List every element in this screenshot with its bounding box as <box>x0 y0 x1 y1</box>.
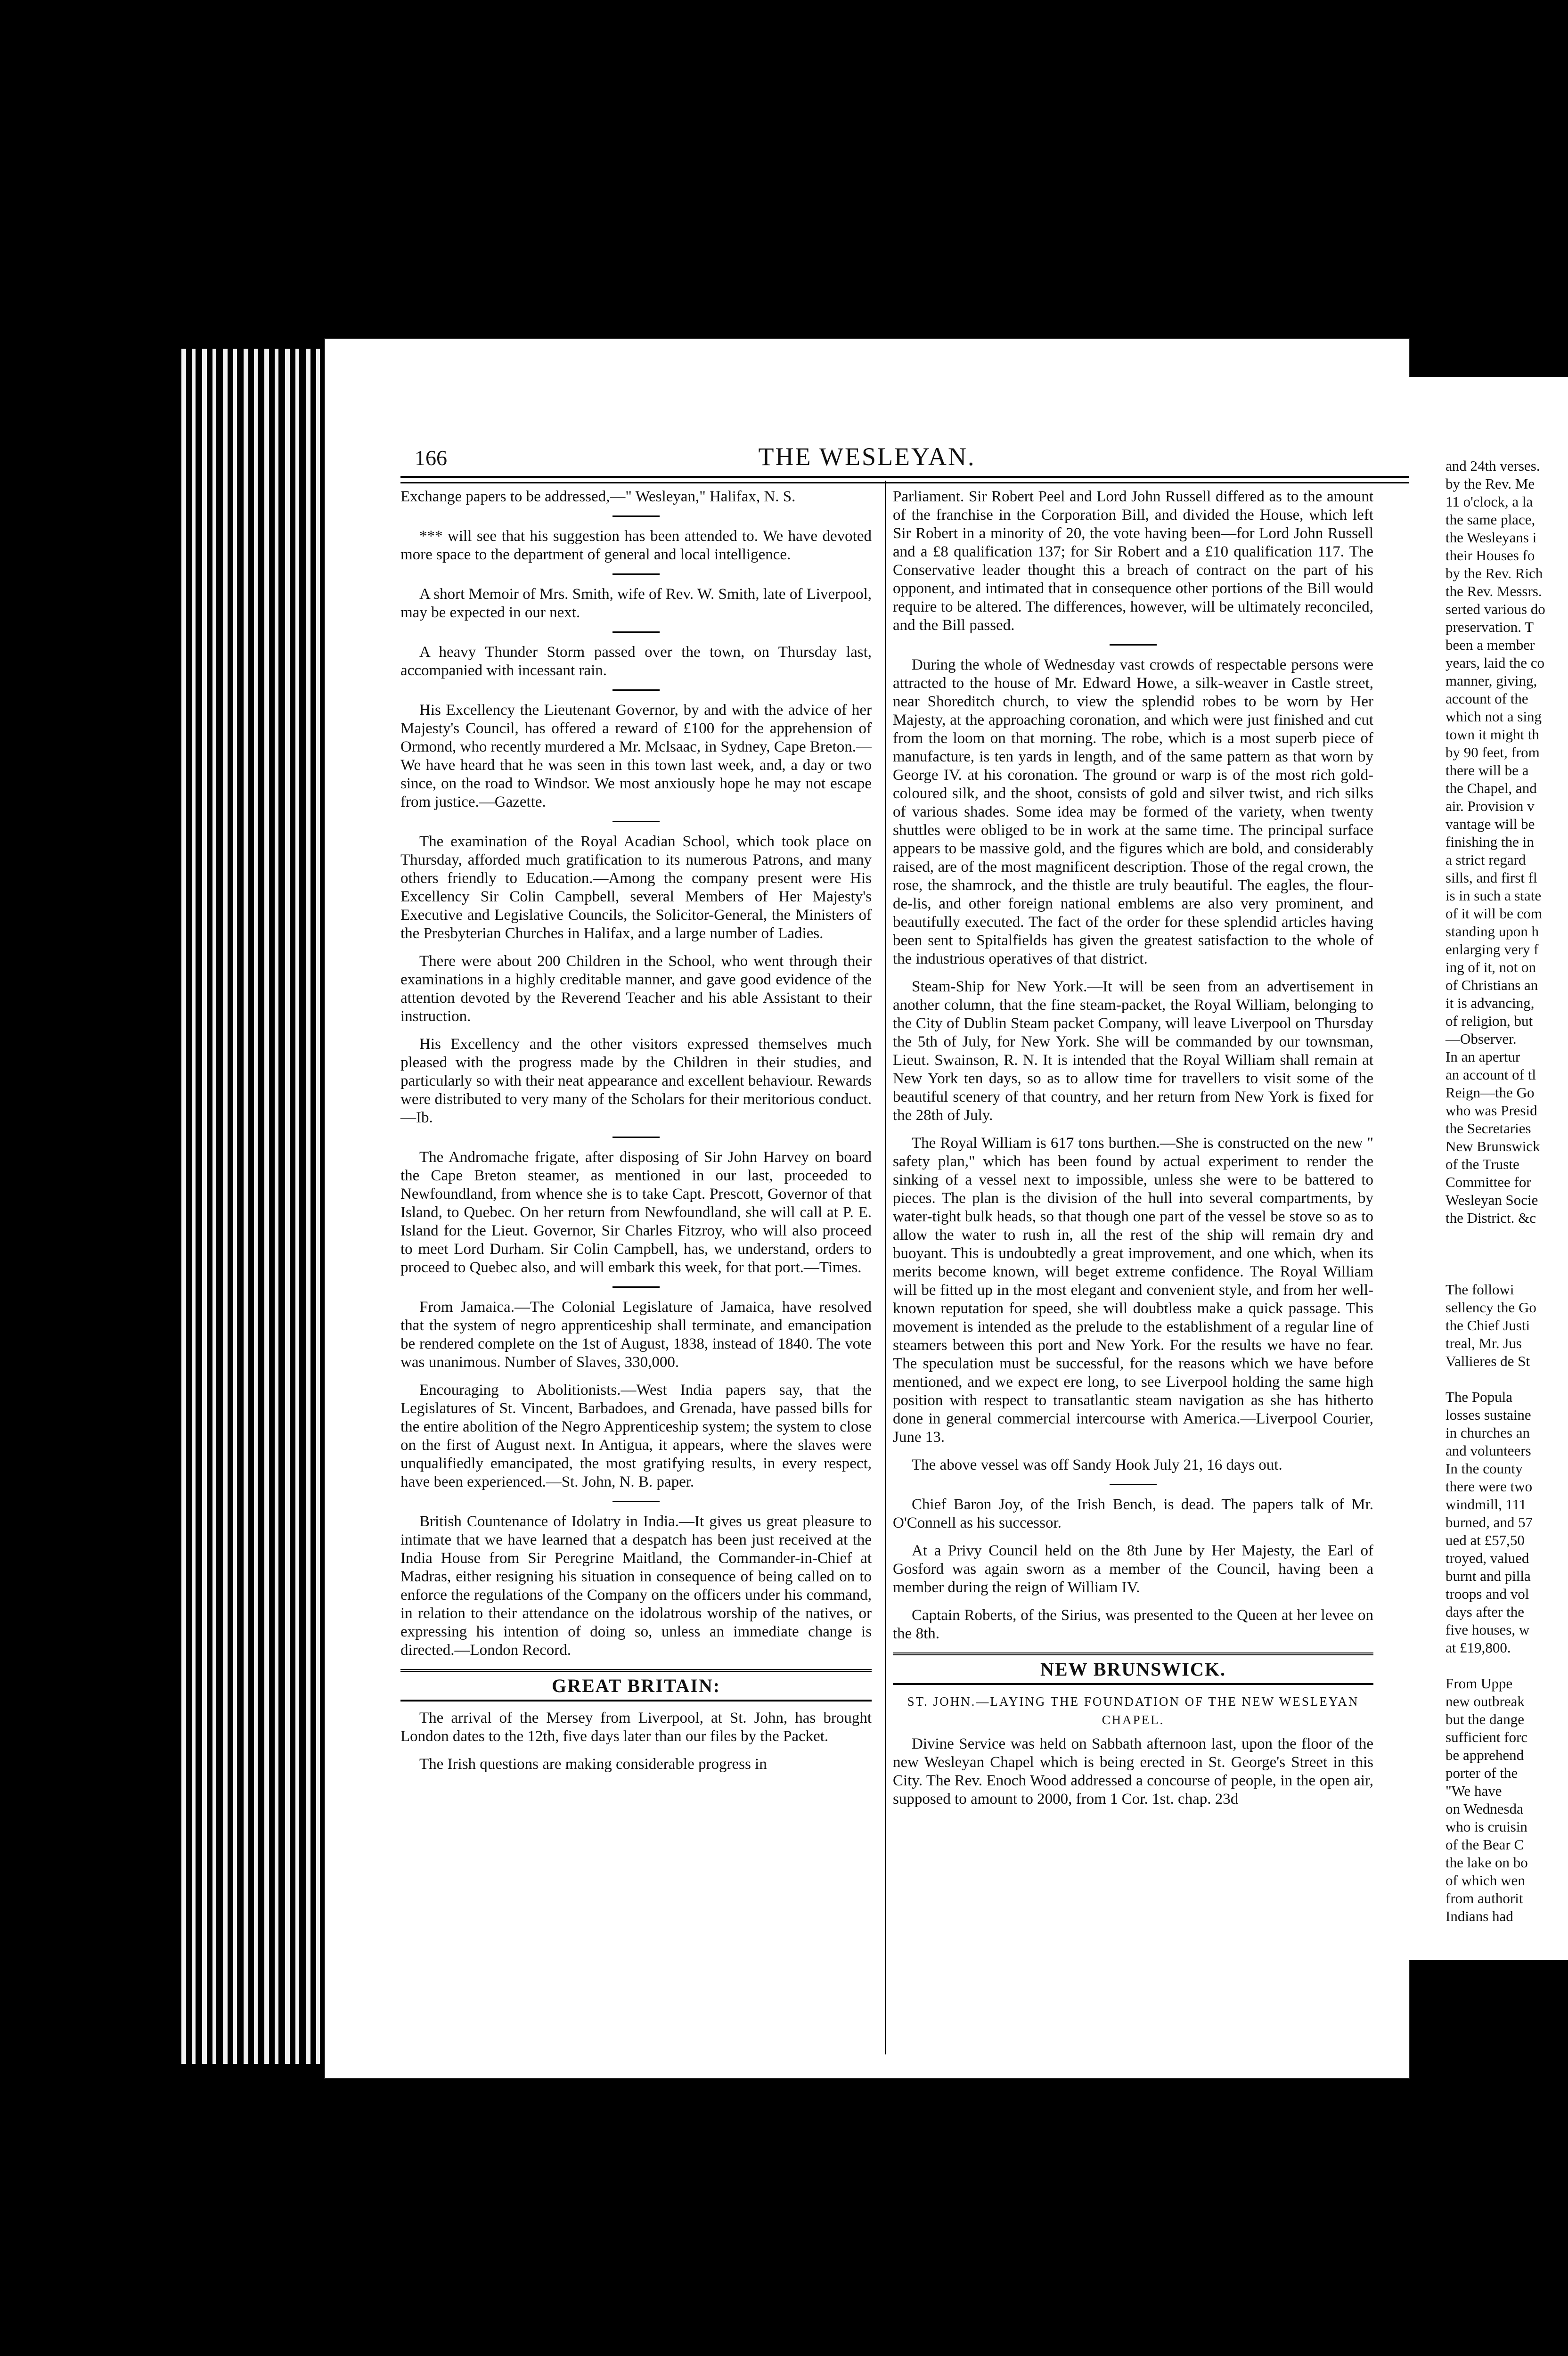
separator-rule <box>612 1501 660 1502</box>
article-paragraph: A heavy Thunder Storm passed over the town, on Thursday last, accompanied with incessant rain. <box>400 644 872 679</box>
facing-page-line: sufficient forc <box>1446 1729 1528 1745</box>
facing-page-line: In the county <box>1446 1460 1523 1477</box>
separator-rule <box>612 573 660 575</box>
article-paragraph: Steam-Ship for New York.—It will be seen from an advertisement in another column, that the fine steam-packet, the Royal William, belonging to the City of Dublin Steam packet Company, will leave Liverpool on Thursday the 5th of July, for New York. She will be commanded by our townsman, Lieut. Swainson, R. N. It is intended that the Royal William shall remain at New York ten days, so as to allow time for travellers to visit some of the beautiful scenery of that country, and her return from New York is fixed for the 28th of July. <box>893 978 1373 1124</box>
article-paragraph: *** will see that his suggestion has been attended to. We have devoted more space to the department of general and local intelligence. <box>400 528 872 563</box>
facing-page-fragment <box>1409 377 1568 1960</box>
article-paragraph: Captain Roberts, of the Sirius, was presented to the Queen at her levee on the 8th. <box>893 1607 1373 1642</box>
facing-page-line: New Brunswick <box>1446 1138 1540 1154</box>
facing-page-text <box>1409 377 1568 1925</box>
separator-rule <box>1110 1484 1157 1485</box>
facing-page-line <box>1446 1657 1568 1675</box>
middle-column <box>893 488 1373 1818</box>
facing-page-line <box>1446 1227 1568 1245</box>
facing-page-line: —Observer. <box>1446 1031 1517 1047</box>
article-paragraph: The arrival of the Mersey from Liverpool, at St. John, has brought London dates to the 12th, five days later than our files by the Packet. <box>400 1710 872 1745</box>
facing-page-line: finishing the in <box>1446 834 1534 850</box>
facing-page-line: it is advancing, <box>1446 995 1535 1011</box>
facing-page-line: account of the <box>1446 690 1528 707</box>
facing-page-line: vantage will be <box>1446 816 1535 832</box>
newspaper-page <box>325 339 1409 2078</box>
facing-page-line: of which wen <box>1446 1872 1525 1889</box>
article-paragraph: There were about 200 Children in the School, who went through their examinations in a highly creditable manner, and gave good evidence of the attention devoted by the Reverend Teacher and his able Assistant to their instruction. <box>400 953 872 1025</box>
separator-rule <box>612 1286 660 1288</box>
facing-page-line: sellency the Go <box>1446 1299 1536 1316</box>
facing-page-line: of Christians an <box>1446 977 1538 993</box>
facing-page-line: troyed, valued <box>1446 1550 1529 1566</box>
section-heading-new-brunswick: NEW BRUNSWICK. <box>893 1652 1373 1685</box>
facing-page-line: town it might th <box>1446 726 1539 743</box>
facing-page-line: enlarging very f <box>1446 941 1539 957</box>
facing-page-line: is in such a state <box>1446 887 1542 904</box>
facing-page-line: The Popula <box>1446 1389 1513 1405</box>
facing-page-line: burned, and 57 <box>1446 1514 1533 1530</box>
facing-page-line: and 24th verses. <box>1446 458 1540 474</box>
facing-page-line: in churches an <box>1446 1424 1530 1441</box>
facing-page-line: there were two <box>1446 1478 1533 1495</box>
separator-rule <box>612 515 660 517</box>
facing-page-line: Committee for <box>1446 1174 1531 1190</box>
facing-page-line: windmill, 111 <box>1446 1496 1527 1513</box>
article-paragraph: His Excellency and the other visitors expressed themselves much pleased with the progress made by the Children in their studies, and particularly so with their neat appearance and excellent behaviour. Rewards were distributed to very many of the Scholars for their meritorious conduct.—Ib. <box>400 1036 872 1126</box>
facing-page-line: losses sustaine <box>1446 1407 1531 1423</box>
section-heading-great-britain: GREAT BRITAIN: <box>400 1669 872 1702</box>
facing-page-line: but the dange <box>1446 1711 1525 1727</box>
facing-page-line: been a member <box>1446 637 1535 653</box>
article-paragraph: His Excellency the Lieutenant Governor, by and with the advice of her Majesty's Council, has offered a reward of £100 for the apprehension of Ormond, who recently murdered a Mr. Mclsaac, in Sydney, Cape Breton.—We have heard that he was seen in this town last week, and, a day or two since, on the road to Windsor. We most anxiously hope he may not escape from justice.—Gazette. <box>400 702 872 810</box>
header-rule <box>400 476 1456 483</box>
facing-page-line: the Secretaries <box>1446 1120 1531 1137</box>
separator-rule <box>612 689 660 691</box>
facing-page-line: their Houses fo <box>1446 547 1535 564</box>
facing-page-line: burnt and pilla <box>1446 1568 1531 1584</box>
facing-page-line: serted various do <box>1446 601 1545 617</box>
facing-page-line <box>1446 1245 1568 1263</box>
separator-rule <box>612 1137 660 1138</box>
facing-page-line: ing of it, not on <box>1446 959 1536 975</box>
facing-page-line: "We have <box>1446 1783 1502 1799</box>
article-paragraph: Divine Service was held on Sabbath afternoon last, upon the floor of the new Wesleyan Chapel which is being erected in St. George's Street in this City. The Rev. Enoch Wood addressed a concourse of people, in the open air, supposed to amount to 2000, from 1 Cor. 1st. chap. 23d <box>893 1735 1373 1808</box>
facing-page-line: by 90 feet, from <box>1446 744 1540 761</box>
facing-page-line: air. Provision v <box>1446 798 1535 814</box>
facing-page-line: standing upon h <box>1446 923 1539 940</box>
facing-page-line: Reign—the Go <box>1446 1084 1535 1101</box>
facing-page-line: a strict regard <box>1446 851 1526 868</box>
separator-rule <box>1110 644 1157 646</box>
article-paragraph: The Irish questions are making considerable progress in <box>419 1756 767 1773</box>
facing-page-line: the same place, <box>1446 511 1535 528</box>
facing-page-line: porter of the <box>1446 1765 1518 1781</box>
facing-page-line: of religion, but <box>1446 1013 1533 1029</box>
left-column <box>400 488 872 1783</box>
facing-page-line: troops and vol <box>1446 1586 1529 1602</box>
facing-page-line: the lake on bo <box>1446 1854 1528 1871</box>
facing-page-line: In an apertur <box>1446 1048 1520 1065</box>
facing-page-line <box>1446 1370 1568 1388</box>
article-paragraph: Encouraging to Abolitionists.—West India papers say, that the Legislatures of St. Vincent, Barbadoes, and Grenada, have passed bills for the entire abolition of the Negro Apprenticeship system; the system to close on the first of August next. In Antigua, it appears, where the slaves were unqualifiedly emancipated, the most gratifying results, in every respect, have been experienced.—St. John, N. B. paper. <box>400 1382 872 1490</box>
separator-rule <box>612 631 660 633</box>
facing-page-line: The followi <box>1446 1281 1514 1298</box>
article-paragraph: Exchange papers to be addressed,—" Wesleyan," Halifax, N. S. <box>400 488 796 505</box>
article-paragraph: At a Privy Council held on the 8th June by Her Majesty, the Earl of Gosford was again sworn as a member of the Council, having been a member during the reign of William IV. <box>893 1542 1373 1596</box>
facing-page-line: Wesleyan Socie <box>1446 1192 1538 1208</box>
article-paragraph: The Royal William is 617 tons burthen.—She is constructed on the new " safety plan," which has been found by actual experiment to render the sinking of a vessel next to impossible, unless she were to be battered to pieces. The plan is the division of the hull into several compartments, by water-tight bulk heads, so that though one part of the vessel be stove so as to allow the water to rush in, all the rest of the ship will remain dry and buoyant. This is undoubtedly a great improvement, and one which, when its merits become known, will beget extreme confidence. The Royal William will be fitted up in the most elegant and convenient style, and from her well-known reputation for speed, she will doubtless make a quick passage. This movement is intended as the prelude to the establishment of a regular line of steamers between this port and New York. For the results we have no fear. The speculation must be successful, for the reasons which we have before mentioned, and we expect ere long, to see Liverpool holding the same high position with respect to transatlantic steam navigation as she has hitherto done in general commercial intercourse with America.—Liverpool Courier, June 13. <box>893 1135 1373 1446</box>
article-paragraph: Parliament. Sir Robert Peel and Lord John Russell differed as to the amount of the franchise in the Corporation Bill, and divided the House, which left Sir Robert in a minority of 20, the vote having been—for Lord John Russell and a £8 qualification 137; for Sir Robert and a £10 qualification 117. The Conservative leader thought this a breach of contract on the part of his opponent, and intimated that in consequence other portions of the Bill would require to be altered. The differences, however, will be ultimately reconciled, and the Bill passed. <box>893 488 1373 634</box>
facing-page-line: an account of tl <box>1446 1066 1536 1083</box>
facing-page-line: Indians had <box>1446 1908 1513 1924</box>
facing-page-line: years, laid the co <box>1446 654 1545 671</box>
facing-page-line <box>1446 1263 1568 1281</box>
column-divider <box>885 481 886 2054</box>
separator-rule <box>612 821 660 822</box>
facing-page-line: who is cruisin <box>1446 1818 1527 1835</box>
facing-page-line: sills, and first fl <box>1446 869 1537 886</box>
book-page-edges <box>181 349 323 2064</box>
facing-page-line: the Wesleyans i <box>1446 529 1537 546</box>
facing-page-line: new outbreak <box>1446 1693 1525 1710</box>
facing-page-line: of it will be com <box>1446 905 1542 922</box>
facing-page-line: preservation. T <box>1446 619 1534 635</box>
facing-page-line: Vallieres de St <box>1446 1353 1530 1369</box>
facing-page-line: by the Rev. Me <box>1446 475 1535 492</box>
article-paragraph: During the whole of Wednesday vast crowds of respectable persons were attracted to the house of Mr. Edward Howe, a silk-weaver in Castle street, near Shoreditch church, to view the splendid robes to be worn by Her Majesty, at the approaching coronation, and which were just finished and cut from the loom on that morning. The robe, which is a most superb piece of manufacture, is ten yards in length, and of the same pattern as that worn by George IV. at his coronation. The ground or warp is of the most rich gold-coloured silk, and the shoot, consists of gold and silver twist, and rich silks of various shades. Some idea may be formed of the variety, when twenty shuttles were obliged to be in work at the same time. The principal surface appears to be massive gold, and the figures which are bold, and considerably raised, are of the most magnificent description. Those of the regal crown, the rose, the shamrock, and the thistle are truly beautiful. The eagles, the flour-de-lis, and other foreign national emblems are also very prominent, and beautifully executed. The fact of the order for these splendid articles having been sent to Spitalfields has given the greatest satisfaction to the whole of the industrious operatives of that district. <box>893 656 1373 967</box>
article-paragraph: The examination of the Royal Acadian School, which took place on Thursday, afforded much gratification to its numerous Patrons, and many others friendly to Education.—Among the company present were His Excellency Sir Colin Campbell, several Members of Her Majesty's Executive and Legislative Councils, the Solicitor-General, the Ministers of the Presbyterian Churches in Halifax, and a large number of Ladies. <box>400 833 872 942</box>
facing-page-line: be apprehend <box>1446 1747 1524 1763</box>
article-paragraph: A short Memoir of Mrs. Smith, wife of Rev. W. Smith, late of Liverpool, may be expected in our next. <box>400 586 872 621</box>
facing-page-line: the Rev. Messrs. <box>1446 583 1542 599</box>
facing-page-line: by the Rev. Rich <box>1446 565 1543 581</box>
facing-page-line: there will be a <box>1446 762 1529 778</box>
article-paragraph: British Countenance of Idolatry in India.—It gives us great pleasure to intimate that we have learned that a despatch has been just received at the India House from Sir Peregrine Maitland, the Commander-in-Chief at Madras, either resigning his situation in consequence of being called on to enforce the regulations of the Company on the officers under his command, in relation to their attendance on the idolatrous worship of the natives, or expressing his intention of doing so, unless an immediate change is directed.—London Record. <box>400 1513 872 1659</box>
facing-page-line: which not a sing <box>1446 708 1542 725</box>
article-paragraph: The above vessel was off Sandy Hook July 21, 16 days out. <box>912 1456 1282 1473</box>
article-paragraph: From Jamaica.—The Colonial Legislature of Jamaica, have resolved that the system of negro apprenticeship shall terminate, and emancipation be rendered complete on the 1st of August, 1838, instead of 1840. The vote was unanimous. Number of Slaves, 330,000. <box>400 1299 872 1371</box>
section-subheading: ST. JOHN.—LAYING THE FOUNDATION OF THE NEW WESLEYAN CHAPEL. <box>907 1694 1359 1727</box>
running-head: THE WESLEYAN. <box>758 442 976 471</box>
facing-page-line: who was Presid <box>1446 1102 1537 1119</box>
facing-page-line: the Chief Justi <box>1446 1317 1530 1333</box>
article-paragraph: Chief Baron Joy, of the Irish Bench, is dead. The papers talk of Mr. O'Connell as his successor. <box>893 1496 1373 1531</box>
facing-page-line: the Chapel, and <box>1446 780 1537 796</box>
facing-page-line: and volunteers <box>1446 1442 1531 1459</box>
facing-page-line: 11 o'clock, a la <box>1446 493 1533 510</box>
facing-page-line: of the Bear C <box>1446 1836 1524 1853</box>
facing-page-line: From Uppe <box>1446 1675 1513 1692</box>
facing-page-line: manner, giving, <box>1446 672 1537 689</box>
facing-page-line: treal, Mr. Jus <box>1446 1335 1522 1351</box>
page-number: 166 <box>415 446 447 470</box>
facing-page-line: days after the <box>1446 1603 1524 1620</box>
facing-page-line: on Wednesda <box>1446 1800 1523 1817</box>
facing-page-line: five houses, w <box>1446 1621 1530 1638</box>
facing-page-line: the District. &c <box>1446 1210 1536 1226</box>
article-paragraph: The Andromache frigate, after disposing of Sir John Harvey on board the Cape Breton steamer, as mentioned in our last, proceeded to Newfoundland, from whence she is to take Capt. Prescott, Governor of that Island, to Quebec. On her return from Newfoundland, she will call at P. E. Island for the Lieut. Governor, Sir Charles Fitzroy, who will also proceed to meet Lord Durham. Sir Colin Campbell, has, we understand, orders to proceed to Quebec also, and will embark this week, for that port.—Times. <box>400 1149 872 1276</box>
facing-page-line: ued at £57,50 <box>1446 1532 1525 1548</box>
facing-page-line: from authorit <box>1446 1890 1523 1906</box>
facing-page-line: at £19,800. <box>1446 1639 1511 1656</box>
facing-page-line: of the Truste <box>1446 1156 1519 1172</box>
